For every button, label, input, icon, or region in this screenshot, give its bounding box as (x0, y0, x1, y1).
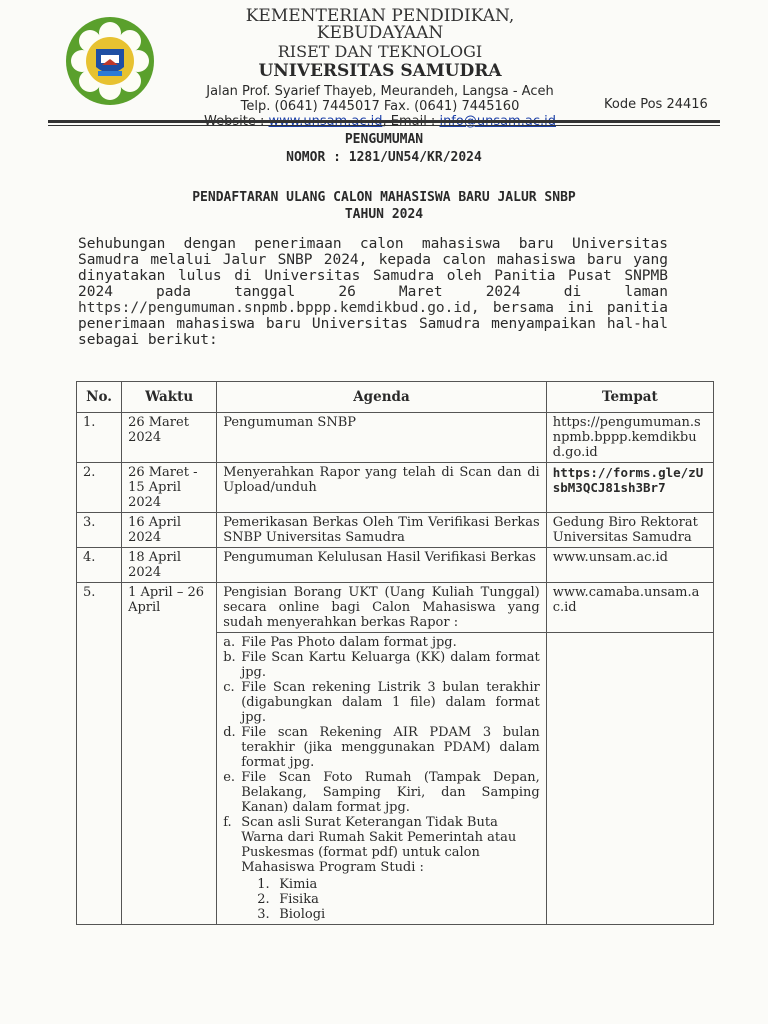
empty-cell (546, 633, 713, 925)
announcement-number: NOMOR : 1281/UN54/KR/2024 (286, 150, 482, 165)
row-no: 5. (77, 583, 122, 925)
header-rule-thin (48, 125, 720, 126)
list-item: b. File Scan Kartu Keluarga (KK) dalam format jpg. (223, 650, 540, 680)
row-tempat[interactable]: https://forms.gle/zUsbM3QCJ81sh3Br7 (546, 463, 713, 513)
row-agenda: Pengumuman SNBP (217, 413, 547, 463)
letterhead (180, 8, 580, 128)
ministry-line2: RISET DAN TEKNOLOGI (277, 42, 483, 61)
list-item: f. Scan asli Surat Keterangan Tidak Buta Warna dari Rumah Sakit Pemerintah atau Puskesmas (format pdf) untuk calon Mahasiswa Program Studi : 1. Kimia 2. Fisika 3. Biologi (223, 815, 540, 922)
list-item: c. File Scan rekening Listrik 3 bulan terakhir (digabungkan dalam 1 file) dalam format jpg. (223, 680, 540, 725)
list-item: e. File Scan Foto Rumah (Tampak Depan, Belakang, Samping Kiri, dan Samping Kanan) dalam format jpg. (223, 770, 540, 815)
row-agenda: Pengumuman Kelulusan Hasil Verifikasi Berkas (217, 548, 547, 583)
announcement-title-2: TAHUN 2024 (344, 207, 424, 222)
row-tempat[interactable]: www.camaba.unsam.ac.id (546, 583, 713, 633)
university-logo (60, 14, 160, 108)
row-agenda: Pemerikasan Berkas Oleh Tim Verifikasi Berkas SNBP Universitas Samudra (217, 513, 547, 548)
intro-text-before: Sehubungan dengan penerimaan calon mahasiswa baru Universitas Samudra melalui Jalur SNBP 2024, kepada calon mahasiswa baru yang dinyatakan lulus di Universitas Samudra oleh Panitia Pusat SNPMB 2024 pada tanggal 26 Maret 2024 di laman (78, 236, 668, 300)
row-no: 1. (77, 413, 122, 463)
row-tempat[interactable]: https://pengumuman.snpmb.bppp.kemdikbud.go.id (546, 413, 713, 463)
table-header-row (77, 382, 714, 413)
list-item: d. File scan Rekening AIR PDAM 3 bulan terakhir (jika menggunakan PDAM) dalam format jpg. (223, 725, 540, 770)
address: Jalan Prof. Syarief Thayeb, Meurandeh, Langsa - Aceh (206, 84, 554, 99)
phone-fax: Telp. (0641) 7445017 Fax. (0641) 7445160 (240, 99, 520, 114)
ministry-line1: KEMENTERIAN PENDIDIKAN, KEBUDAYAAN (245, 6, 515, 43)
schedule-table (76, 381, 714, 925)
list-item: a. File Pas Photo dalam format jpg. (223, 635, 457, 650)
row-no: 3. (77, 513, 122, 548)
row-waktu: 26 Maret - 15 April 2024 (122, 463, 217, 513)
table-row (77, 583, 714, 633)
requirements-cell (217, 633, 547, 925)
intro-text-after: bersama ini panitia penerimaan mahasiswa baru Universitas Samudra menyampaikan hal-hal sebagai berikut: (78, 300, 668, 348)
row-waktu: 16 April 2024 (122, 513, 217, 548)
row-tempat: Gedung Biro Rektorat Universitas Samudra (546, 513, 713, 548)
row-no: 2. (77, 463, 122, 513)
table-row (77, 548, 714, 583)
intro-link[interactable]: https://pengumuman.snpmb.bppp.kemdikbud.go.id, (78, 300, 480, 316)
row-agenda: Pengisian Borang UKT (Uang Kuliah Tunggal) secara online bagi Calon Mahasiswa yang sudah menyerahkan berkas Rapor : (217, 583, 547, 633)
row-waktu: 18 April 2024 (122, 548, 217, 583)
header-agenda: Agenda (217, 382, 547, 413)
row-agenda: Menyerahkan Rapor yang telah di Scan dan di Upload/unduh (217, 463, 547, 513)
header-rule-thick (48, 120, 720, 123)
row-tempat[interactable]: www.unsam.ac.id (546, 548, 713, 583)
row-no: 4. (77, 548, 122, 583)
table-row (77, 513, 714, 548)
table-row (77, 463, 714, 513)
row-waktu: 1 April – 26 April (122, 583, 217, 925)
program-item: 2. Fisika (257, 892, 319, 907)
announcement-heading: PENGUMUMAN (344, 132, 424, 147)
row-waktu: 26 Maret 2024 (122, 413, 217, 463)
table-row (77, 413, 714, 463)
header-waktu: Waktu (122, 382, 217, 413)
program-item: 3. Biologi (257, 907, 326, 922)
intro-paragraph (78, 236, 668, 348)
header-tempat: Tempat (546, 382, 713, 413)
program-list (257, 877, 540, 922)
announcement-title-1: PENDAFTARAN ULANG CALON MAHASISWA BARU JALUR SNBP (192, 190, 576, 205)
university-name: UNIVERSITAS SAMUDRA (258, 61, 502, 81)
header-no: No. (77, 382, 122, 413)
program-item: 1. Kimia (257, 877, 318, 892)
requirements-list (223, 635, 540, 922)
postcode: Kode Pos 24416 (604, 97, 708, 112)
